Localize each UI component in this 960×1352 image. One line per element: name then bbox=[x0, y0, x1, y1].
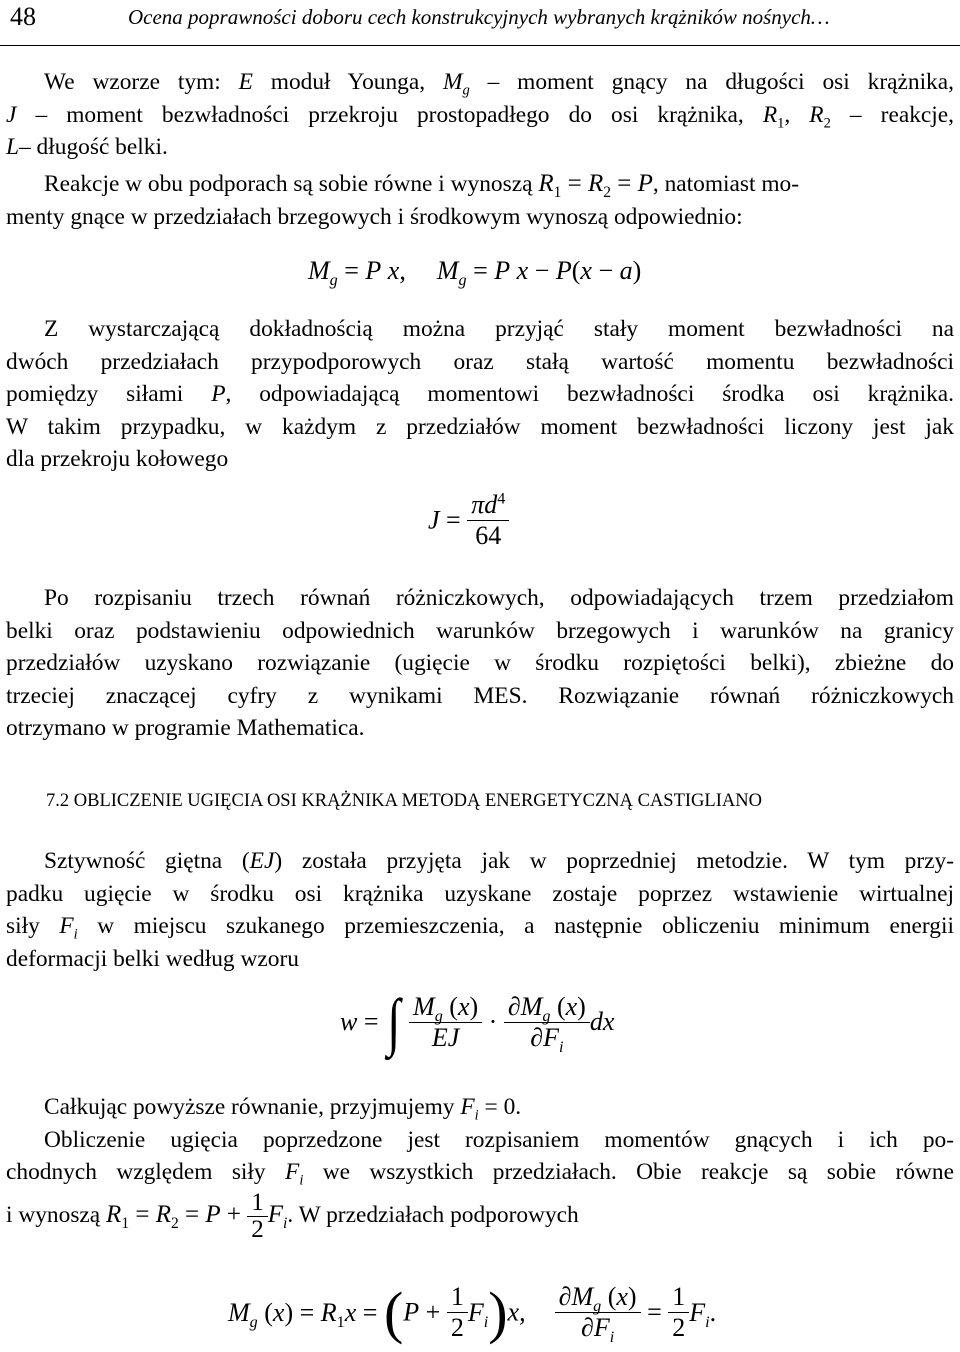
fraction: $\frac{\pi d^4}{64}$ bbox=[467, 490, 509, 551]
paragraph-reactions bbox=[6, 168, 954, 233]
paragraph-derivatives bbox=[6, 1091, 954, 1189]
para4-line3: przedziałów uzyskano rozwiązanie (ugięcie w środku rozpiętości belki), zbieżne do bbox=[6, 650, 954, 676]
page-number: 48 bbox=[10, 2, 36, 31]
eq-moment-of-inertia: J = $\frac{\pi d^4}{64}$ bbox=[428, 490, 509, 551]
paragraph-symbols bbox=[6, 66, 954, 164]
para4-line2: belki oraz podstawieniu odpowiednich warunków brzegowych i warunków na granicy bbox=[6, 617, 954, 644]
para3-line5: dla przekroju kołowego bbox=[6, 446, 229, 472]
paragraph-castigliano bbox=[6, 845, 954, 975]
para4-line5: otrzymano w programie Mathematica. bbox=[6, 715, 365, 741]
para6-line2: Obliczenie ugięcia poprzedzone jest rozpisaniem momentów gnących i ich po- bbox=[44, 1126, 954, 1153]
para1-line1: We wzorze tym: E moduł Younga, $M_g$ – moment gnący na długości osi krążnika, bbox=[44, 69, 954, 99]
para5-line1: Sztywność giętna (EJ) została przyjęta jak w poprzedniej metodzie. W tym przy- bbox=[44, 848, 954, 874]
paragraph-inertia bbox=[6, 313, 954, 476]
para6-line3: chodnych względem siły $F_i$ we wszystkich przedziałach. Obie reakcje są sobie równe bbox=[6, 1159, 954, 1189]
eq-deflection: w = ∫ $\frac{M_g (x)}{EJ}$ · $\frac{\partial M_g (x)}{\partial F_i}$ dx bbox=[340, 986, 615, 1057]
section-heading: 7.2 OBLICZENIE UGIĘCIA OSI KRĄŻNIKA METODĄ ENERGETYCZNĄ CASTIGLIANO bbox=[46, 791, 762, 811]
para4-line4: trzeciej znaczącej cyfry z wynikami MES. Rozwiązanie równań różniczkowych bbox=[6, 682, 954, 709]
eq-moments: $M_g = P$ x, $M_g = P$ x − P(x − a) bbox=[308, 256, 642, 290]
eq-reactions: $R_1 = R_2 = P$ bbox=[538, 170, 653, 201]
eq-moment-derivative: $M_g$ $(x) = R_1x = (P$ + $\frac{1}{2}$ $F_i)x$, $\frac{\partial M_g (x)}{\partial F_i}$ = $\frac{1}{2}$ $F_i$. bbox=[228, 1279, 717, 1347]
para3-line1: Z wystarczającą dokładnością można przyjąć stały moment bezwładności na bbox=[44, 316, 954, 342]
para3-line2: dwóch przedziałach przypodporowych oraz stałą wartość momentu bezwładności bbox=[6, 348, 954, 375]
para5-line2: padku ugięcie w środku osi krążnika uzyskane zostaje poprzez wstawienie wirtualnej bbox=[6, 880, 954, 907]
para2-line1: Reakcje w obu podporach są sobie równe i wynoszą $R_1 = R_2 = P$, natomiast mo- bbox=[44, 170, 800, 201]
para5-line3: siły $F_i$ w miejscu szukanego przemieszczenia, a następnie obliczeniu minimum energii bbox=[6, 913, 954, 943]
paragraph-reactions-inline bbox=[6, 1190, 954, 1243]
para1-line2: J – moment bezwładności przekroju prostopadłego do osi krążnika, $R_1$, $R_2$ – reakcje, bbox=[6, 101, 955, 132]
para2-line2: menty gnące w przedziałach brzegowych i środkowym wynoszą odpowiednio: bbox=[6, 203, 743, 230]
eq-reactions-inline: $R_1 = R_2 = P$ + $\frac{1}{2}$ $F_i$ bbox=[106, 1189, 288, 1243]
para3-line4: W takim przypadku, w każdym z przedziałów moment bezwładności liczony jest jak bbox=[6, 413, 954, 440]
running-title: Ocena poprawności doboru cech konstrukcyjnych wybranych krążników nośnych… bbox=[128, 5, 830, 29]
para5-line4: deformacji belki według wzoru bbox=[6, 945, 299, 972]
para1-line3: L– długość belki. bbox=[6, 134, 168, 160]
fraction: $\frac{\partial M_g (x)}{\partial F_i}$ bbox=[555, 1282, 641, 1343]
header-rule bbox=[0, 45, 960, 46]
para6-line1: Całkując powyższe równanie, przyjmujemy $F_i = 0$. bbox=[44, 1094, 522, 1124]
para6-line4: i wynoszą $R_1 = R_2 = P$ + $\frac{1}{2}$ $F_i$. W przedziałach podporowych bbox=[6, 1189, 579, 1243]
fraction: $\frac{M_g (x)}{EJ}$ bbox=[409, 992, 482, 1053]
integral-sign: ∫ bbox=[387, 986, 401, 1057]
para4-line1: Po rozpisaniu trzech równań różniczkowych, odpowiadających trzem przedziałom bbox=[44, 585, 954, 611]
fraction: $\frac{\partial M_g (x)}{\partial F_i}$ bbox=[504, 992, 590, 1053]
paragraph-solution bbox=[6, 582, 954, 745]
para3-line3: pomiędzy siłami P, odpowiadającą momentowi bezwładności środka osi krążnika. bbox=[6, 381, 954, 407]
